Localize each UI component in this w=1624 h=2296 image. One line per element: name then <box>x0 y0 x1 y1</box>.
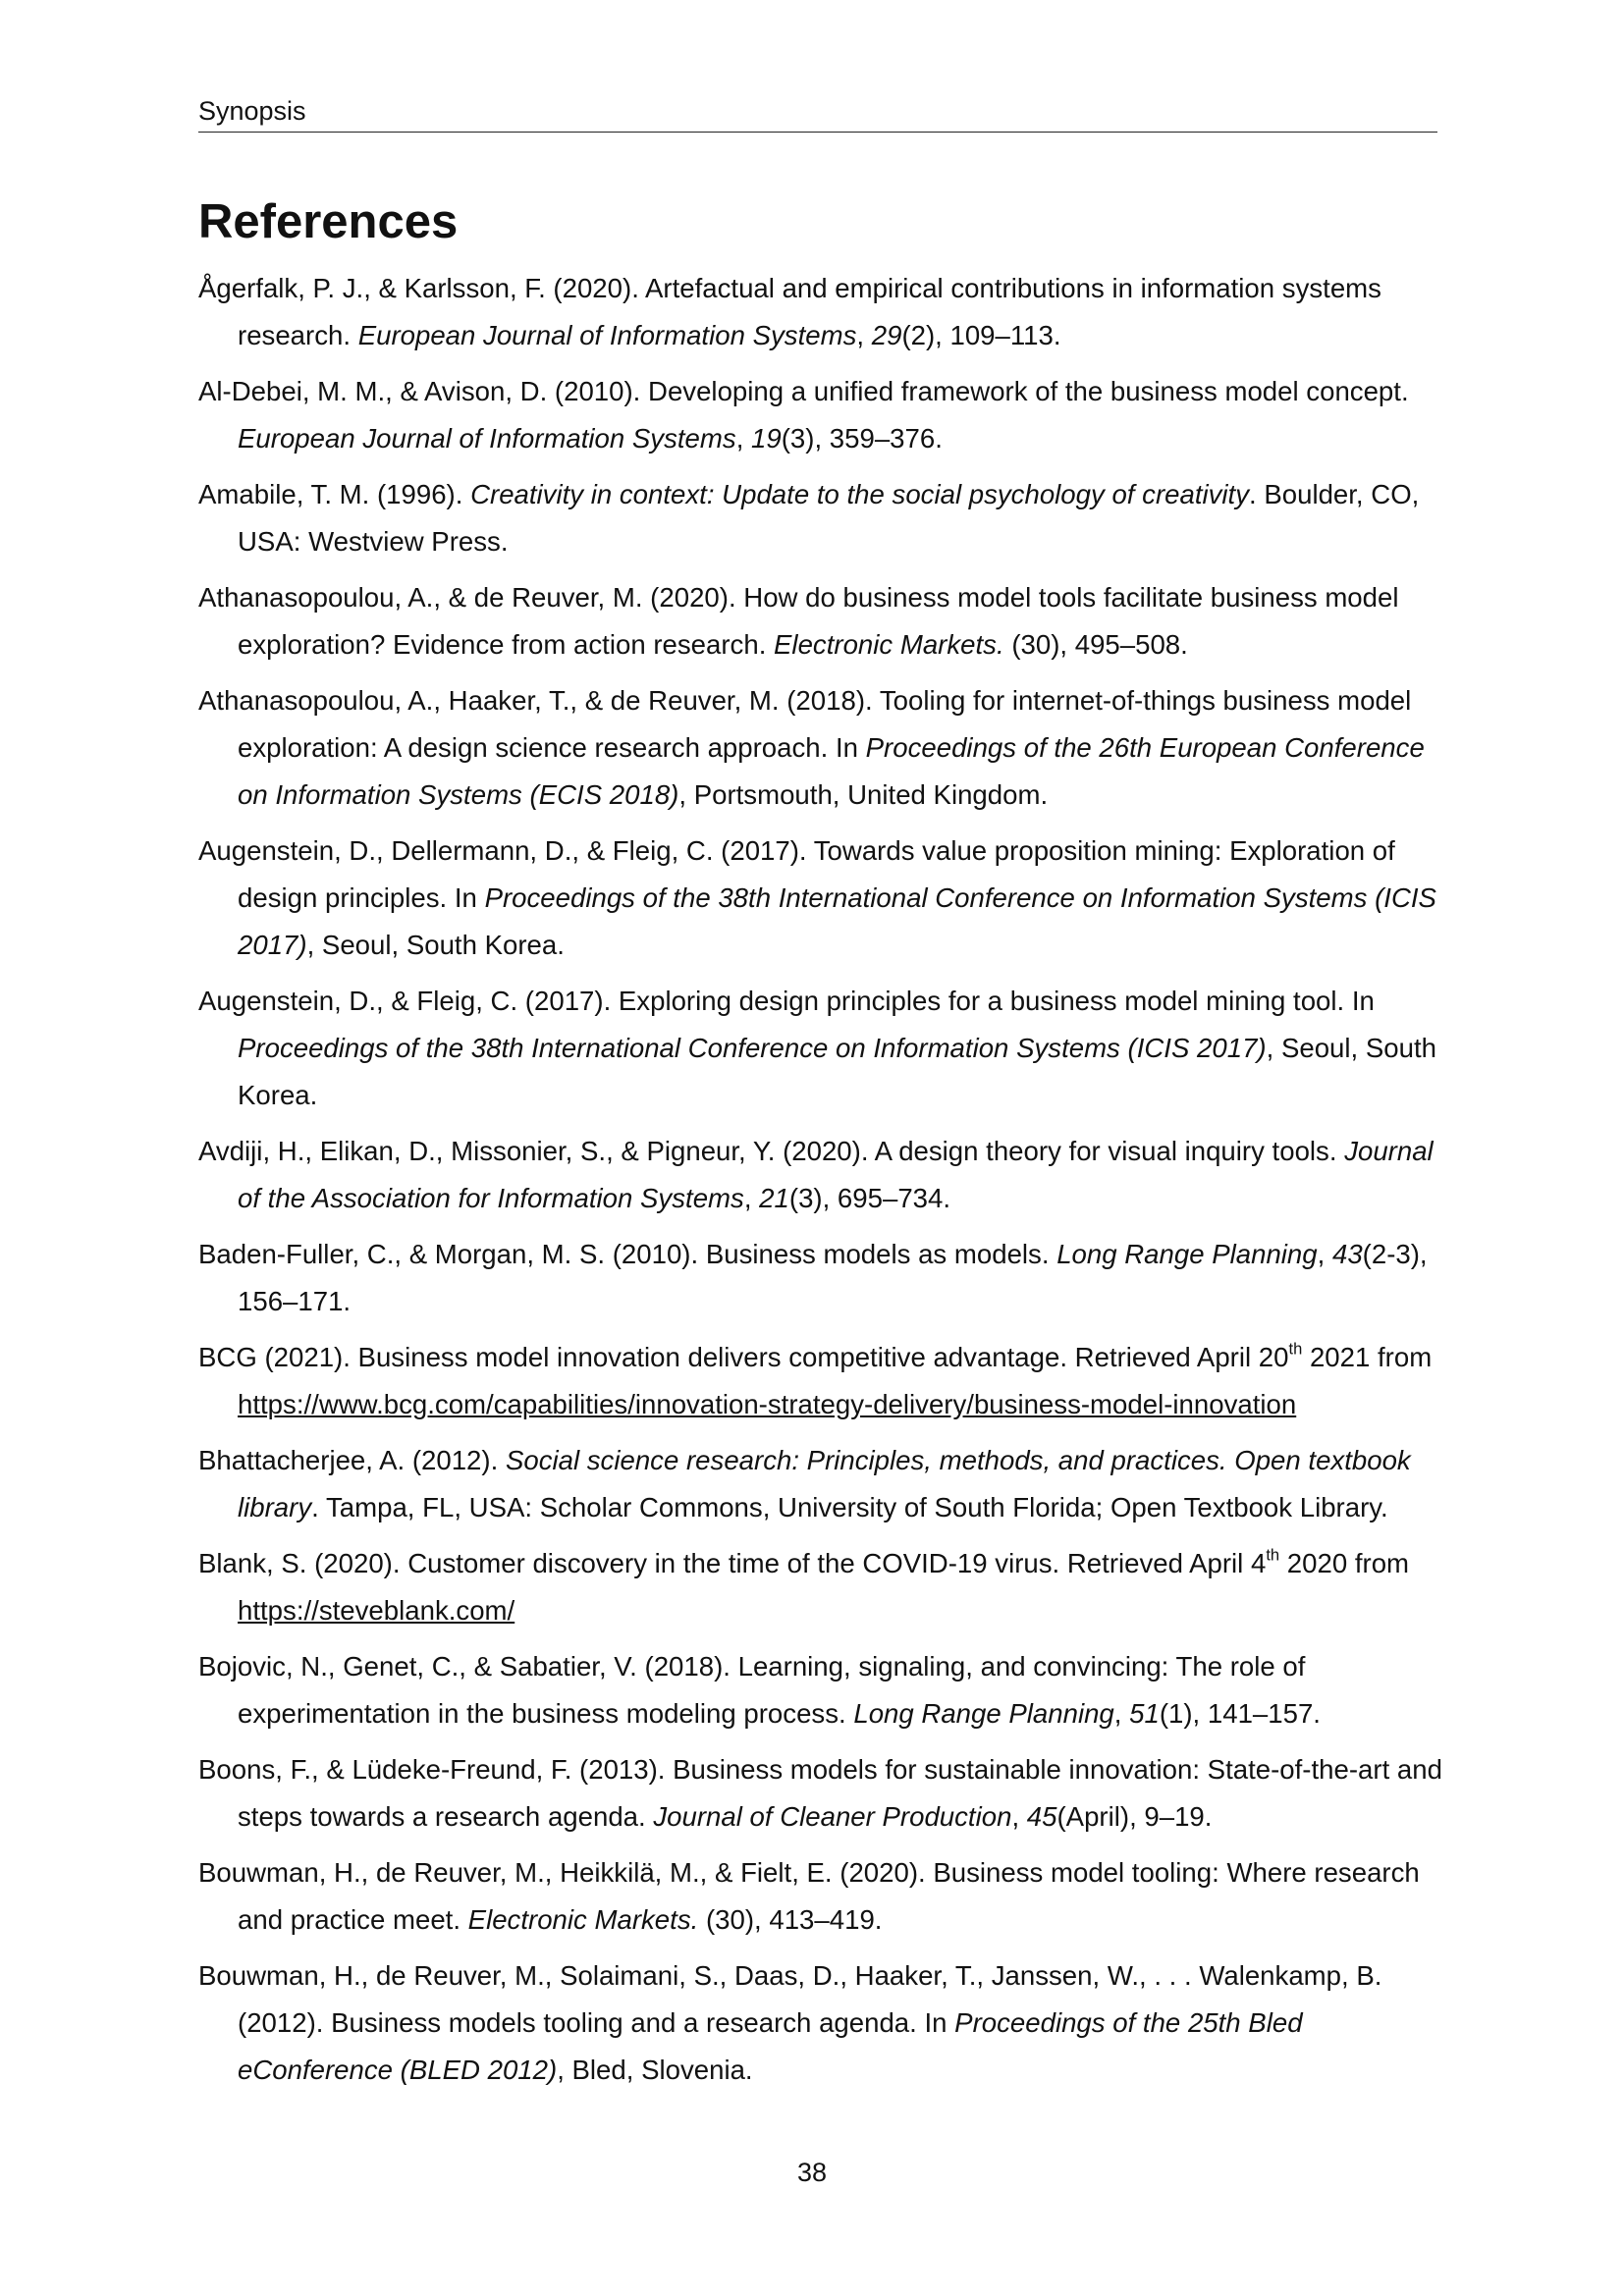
journal-title: European Journal of Information Systems <box>238 423 736 454</box>
reference-entry <box>198 677 1445 819</box>
section-title: References <box>198 195 459 248</box>
proceedings-title: Proceedings of the 38th International Conference on Information Systems (ICIS 2017) <box>238 882 1436 960</box>
book-title: Creativity in context: Update to the social psychology of creativity <box>470 479 1250 509</box>
issue-pages: (April), 9–19. <box>1056 1801 1213 1832</box>
reference-entry <box>198 1952 1445 2094</box>
reference-entry <box>198 978 1445 1119</box>
reference-text: Augenstein, D., Dellermann, D., & Fleig, C. (2017). Towards value proposition mining: Exploration of design principles. In <box>198 835 1395 913</box>
journal-title: Journal of Cleaner Production <box>653 1801 1012 1832</box>
journal-title: European Journal of Information Systems <box>357 320 857 350</box>
reference-entry <box>198 1849 1445 1944</box>
proceedings-title: Proceedings of the 38th International Conference on Information Systems (ICIS 2017) <box>238 1033 1267 1063</box>
volume: 29 <box>871 320 902 350</box>
reference-entry <box>198 1231 1445 1325</box>
reference-entry <box>198 265 1445 359</box>
reference-text: Athanasopoulou, A., & de Reuver, M. (2020). How do business model tools facilitate business model exploration? Evidence from action research. <box>198 582 1399 660</box>
issue-pages: (2), 109–113. <box>901 320 1061 350</box>
reference-link[interactable]: https://www.bcg.com/capabilities/innovation-strategy-delivery/business-model-innovation <box>238 1389 1297 1419</box>
reference-text: Bhattacherjee, A. (2012). <box>198 1445 506 1475</box>
reference-text: Augenstein, D., & Fleig, C. (2017). Exploring design principles for a business model mining tool. In <box>198 986 1375 1016</box>
volume: 45 <box>1026 1801 1057 1832</box>
reference-entry <box>198 471 1445 565</box>
proceedings-title: Proceedings of the 25th Bled eConference (BLED 2012) <box>238 2007 1303 2085</box>
reference-entry <box>198 1334 1445 1428</box>
journal-title: Electronic Markets. <box>467 1904 699 1935</box>
journal-title: Journal of the Association for Information Systems <box>238 1136 1434 1213</box>
volume: 51 <box>1129 1698 1160 1729</box>
reference-text: Boons, F., & Lüdeke-Freund, F. (2013). Business models for sustainable innovation: State-of-the-art and steps towards a research agenda. <box>198 1754 1442 1832</box>
publisher-info: . Boulder, CO, USA: Westview Press. <box>238 479 1420 557</box>
separator: , <box>1317 1239 1332 1269</box>
reference-text: 2021 from <box>1302 1342 1433 1372</box>
separator: , <box>735 423 752 454</box>
reference-list <box>198 265 1445 2103</box>
reference-entry <box>198 1540 1445 1634</box>
running-title: Synopsis <box>198 96 306 126</box>
reference-entry <box>198 1437 1445 1531</box>
location: , Portsmouth, United Kingdom. <box>678 779 1049 810</box>
reference-entry <box>198 1643 1445 1737</box>
reference-entry <box>198 368 1445 462</box>
journal-title: Long Range Planning <box>1056 1239 1318 1269</box>
journal-title: Long Range Planning <box>853 1698 1114 1729</box>
reference-entry <box>198 828 1445 969</box>
ordinal-suffix: th <box>1288 1339 1303 1359</box>
reference-text: Bojovic, N., Genet, C., & Sabatier, V. (2018). Learning, signaling, and convincing: The role of experimentation in the business modeling process. <box>198 1651 1306 1729</box>
reference-entry <box>198 1128 1445 1222</box>
location: , Seoul, South Korea. <box>306 930 565 960</box>
reference-text: Bouwman, H., de Reuver, M., Heikkilä, M., & Fielt, E. (2020). Business model tooling: Where research and practice meet. <box>198 1857 1420 1935</box>
reference-text: Blank, S. (2020). Customer discovery in the time of the COVID-19 virus. Retrieved April 4 <box>198 1548 1267 1578</box>
separator: , <box>1011 1801 1027 1832</box>
separator: , <box>743 1183 760 1213</box>
journal-title: Electronic Markets. <box>774 629 1004 660</box>
reference-link[interactable]: https://steveblank.com/ <box>238 1595 515 1626</box>
reference-text: Al-Debei, M. M., & Avison, D. (2010). Developing a unified framework of the business model concept. <box>198 376 1409 406</box>
ordinal-suffix: th <box>1266 1545 1280 1565</box>
reference-text: BCG (2021). Business model innovation delivers competitive advantage. Retrieved April 20 <box>198 1342 1289 1372</box>
location: , Seoul, South Korea. <box>238 1033 1436 1110</box>
publisher-info: . Tampa, FL, USA: Scholar Commons, University of South Florida; Open Textbook Library. <box>311 1492 1388 1522</box>
volume: 43 <box>1331 1239 1363 1269</box>
reference-text: Athanasopoulou, A., Haaker, T., & de Reuver, M. (2018). Tooling for internet-of-things business model exploration: A design science research approach. In <box>198 685 1412 763</box>
reference-text: Avdiji, H., Elikan, D., Missonier, S., & Pigneur, Y. (2020). A design theory for visual inquiry tools. <box>198 1136 1345 1166</box>
issue-pages: (3), 359–376. <box>781 423 943 454</box>
volume: 21 <box>759 1183 789 1213</box>
reference-text: 2020 from <box>1279 1548 1410 1578</box>
reference-text: Bouwman, H., de Reuver, M., Solaimani, S., Daas, D., Haaker, T., Janssen, W., . . . Walenkamp, B. (2012). Business models tooling and a research agenda. In <box>198 1960 1382 2038</box>
reference-text: Ågerfalk, P. J., & Karlsson, F. (2020). Artefactual and empirical contributions in information systems research. <box>198 273 1381 350</box>
reference-text: Amabile, T. M. (1996). <box>198 479 471 509</box>
book-title: Social science research: Principles, methods, and practices. Open textbook library <box>238 1445 1411 1522</box>
running-header <box>198 94 1437 133</box>
proceedings-title: Proceedings of the 26th European Conference on Information Systems (ECIS 2018) <box>238 732 1425 810</box>
issue-pages: (30), 495–508. <box>1003 629 1188 660</box>
separator: , <box>1113 1698 1130 1729</box>
page-number: 38 <box>796 2158 828 2187</box>
issue-pages: (2-3), 156–171. <box>238 1239 1428 1316</box>
volume: 19 <box>751 423 782 454</box>
reference-entry <box>198 1746 1445 1841</box>
reference-text: Baden-Fuller, C., & Morgan, M. S. (2010). Business models as models. <box>198 1239 1057 1269</box>
reference-entry <box>198 574 1445 668</box>
location: , Bled, Slovenia. <box>557 2055 753 2085</box>
issue-pages: (1), 141–157. <box>1159 1698 1321 1729</box>
issue-pages: (30), 413–419. <box>698 1904 883 1935</box>
issue-pages: (3), 695–734. <box>788 1183 951 1213</box>
separator: , <box>856 320 872 350</box>
